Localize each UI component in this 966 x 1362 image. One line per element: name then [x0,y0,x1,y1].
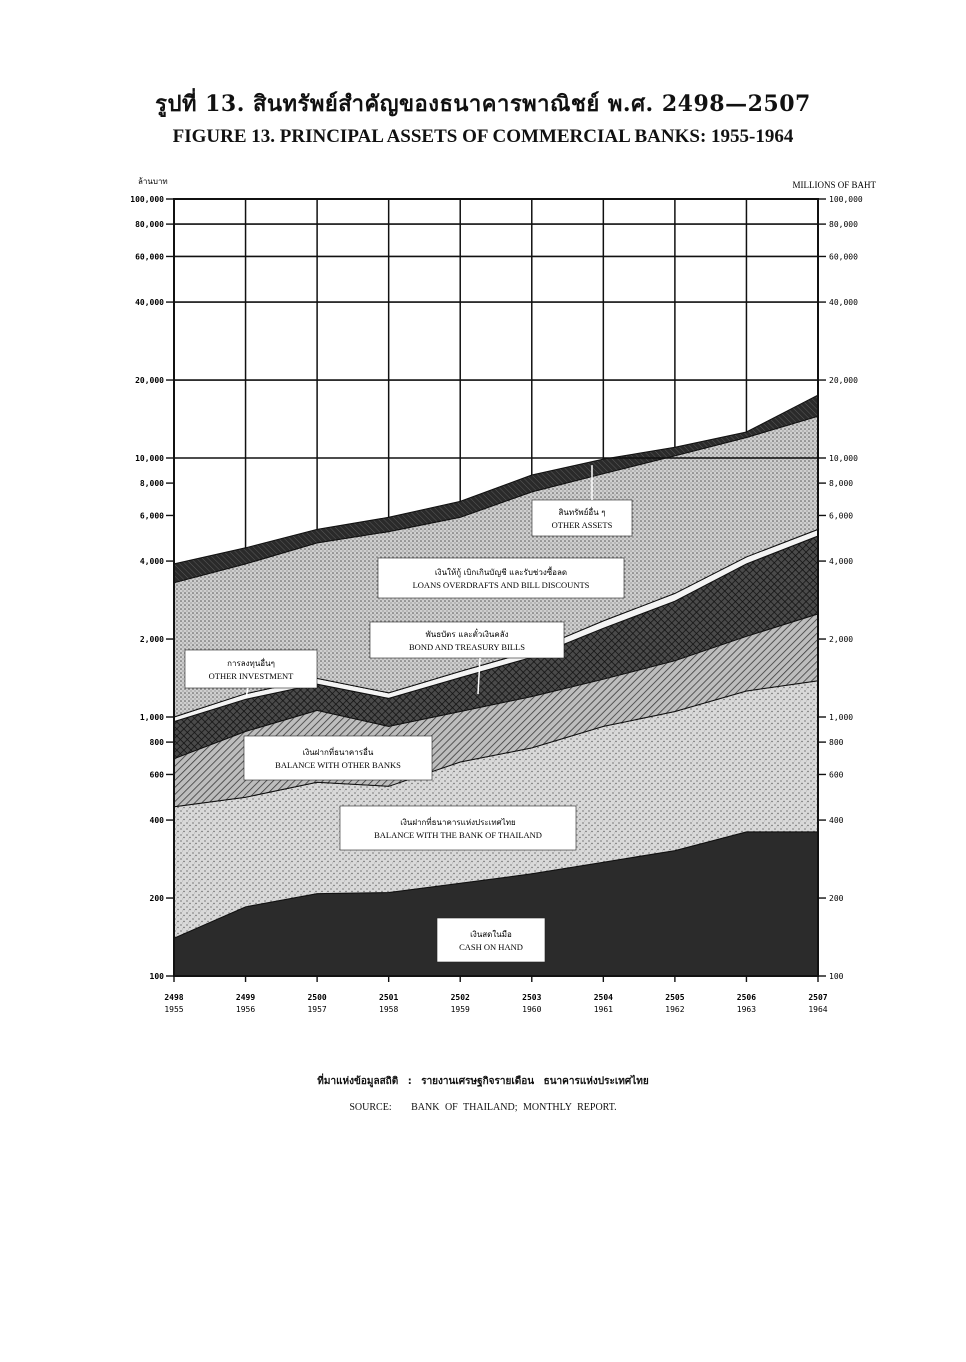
ytick-label-right: 1,000 [829,713,854,722]
ytick-label-right: 10,000 [829,454,858,463]
ytick-label-left: 80,000 [135,220,164,230]
source-note-thai: ที่มาแห่งข้อมูลสถิติ : รายงานเศรษฐกิจรายเดือน ธนาคารแห่งประเทศไทย [317,1076,649,1087]
series-label-thai-4: พันธบัตร และตั๋วเงินคลัง [425,630,509,639]
ytick-label-left: 600 [149,770,164,780]
series-label-box-5 [185,650,317,688]
xtick-label-be: 2502 [450,993,470,1002]
xtick-label-ce: 1955 [164,1005,184,1014]
xtick-label-ce: 1962 [665,1005,685,1014]
xtick-label-be: 2498 [164,993,184,1002]
series-label-box-6 [378,558,624,598]
series-label-box-4 [370,622,564,658]
source-note-english [0,1102,966,1113]
ytick-label-left: 100,000 [130,195,164,204]
ytick-label-left: 800 [149,738,164,748]
series-label-thai-2: เงินฝากที่ธนาคารแห่งประเทศไทย [400,818,516,827]
ytick-label-left: 400 [149,816,164,826]
xtick-label-ce: 1956 [235,1005,256,1014]
series-label-thai-1: เงินสดในมือ [470,930,512,939]
ytick-label-right: 200 [829,894,844,904]
ytick-label-right: 40,000 [829,298,858,308]
xtick-label-be: 2501 [379,993,399,1002]
series-label-english-4: BOND AND TREASURY BILLS [409,642,525,652]
xtick-label-be: 2506 [736,993,757,1002]
ytick-label-right: 6,000 [829,511,854,521]
ytick-label-right: 4,000 [829,557,854,567]
xtick-label-ce: 1960 [522,1005,542,1014]
ytick-label-right: 100,000 [829,195,863,204]
series-label-thai-5: การลงทุนอื่นๆ [227,659,275,668]
xtick-label-ce: 1964 [808,1005,828,1014]
xtick-label-be: 2499 [235,993,256,1002]
ytick-label-right: 20,000 [829,376,858,386]
ytick-label-right: 800 [829,738,844,748]
y-unit-right: MILLIONS OF BAHT [792,180,876,190]
series-label-english-1: CASH ON HAND [459,942,523,952]
xtick-label-be: 2504 [593,993,613,1002]
series-label-box-1 [437,918,545,962]
source-label: SOURCE: [349,1102,392,1113]
ytick-label-right: 2,000 [829,635,854,645]
series-label-thai-3: เงินฝากที่ธนาคารอื่น [302,748,374,757]
ytick-label-right: 100 [829,972,844,981]
series-label-box-7 [532,500,632,536]
series-label-english-5: OTHER INVESTMENT [208,671,294,681]
xtick-label-be: 2503 [522,993,542,1002]
ytick-label-left: 100 [149,972,164,981]
ytick-label-left: 8,000 [139,479,164,489]
ytick-label-right: 600 [829,770,844,780]
series-label-english-2: BALANCE WITH THE BANK OF THAILAND [374,830,542,840]
series-label-english-6: LOANS OVERDRAFTS AND BILL DISCOUNTS [412,580,590,590]
y-unit-left: ล้านบาท [138,177,168,186]
ytick-label-left: 6,000 [139,511,164,521]
xtick-label-be: 2507 [808,993,828,1002]
chart-title-thai: รูปที่ 13. สินทรัพย์สำคัญของธนาคารพาณิชย์ พ.ศ. 2498—2507 [155,91,811,117]
ytick-label-left: 10,000 [135,454,164,463]
source-text: BANK OF THAILAND; MONTHLY REPORT. [411,1102,617,1113]
chart-title-english: FIGURE 13. PRINCIPAL ASSETS OF COMMERCIAL BANKS: 1955-1964 [172,126,794,147]
xtick-label-be: 2505 [665,993,685,1002]
xtick-label-ce: 1963 [736,1005,757,1014]
ytick-label-left: 60,000 [135,252,164,262]
series-label-english-7: OTHER ASSETS [551,520,613,530]
ytick-label-left: 200 [149,894,164,904]
ytick-label-left: 2,000 [139,635,164,645]
ytick-label-left: 1,000 [139,713,164,722]
ytick-label-left: 4,000 [139,557,164,567]
xtick-label-ce: 1961 [593,1005,613,1014]
series-label-box-3 [244,736,432,780]
xtick-label-be: 2500 [307,993,327,1002]
series-label-thai-7: สินทรัพย์อื่น ๆ [558,508,606,517]
ytick-label-left: 40,000 [135,298,164,308]
series-label-box-2 [340,806,576,850]
ytick-label-right: 8,000 [829,479,854,489]
xtick-label-ce: 1957 [307,1005,327,1014]
ytick-label-left: 20,000 [135,376,164,386]
xtick-label-ce: 1958 [379,1005,399,1014]
ytick-label-right: 400 [829,816,844,826]
xtick-label-ce: 1959 [450,1005,470,1014]
series-label-thai-6: เงินให้กู้ เบิกเกินบัญชี และรับช่วงซื้อลด [434,568,568,577]
series-label-english-3: BALANCE WITH OTHER BANKS [275,760,401,770]
ytick-label-right: 60,000 [829,252,858,262]
ytick-label-right: 80,000 [829,220,858,230]
